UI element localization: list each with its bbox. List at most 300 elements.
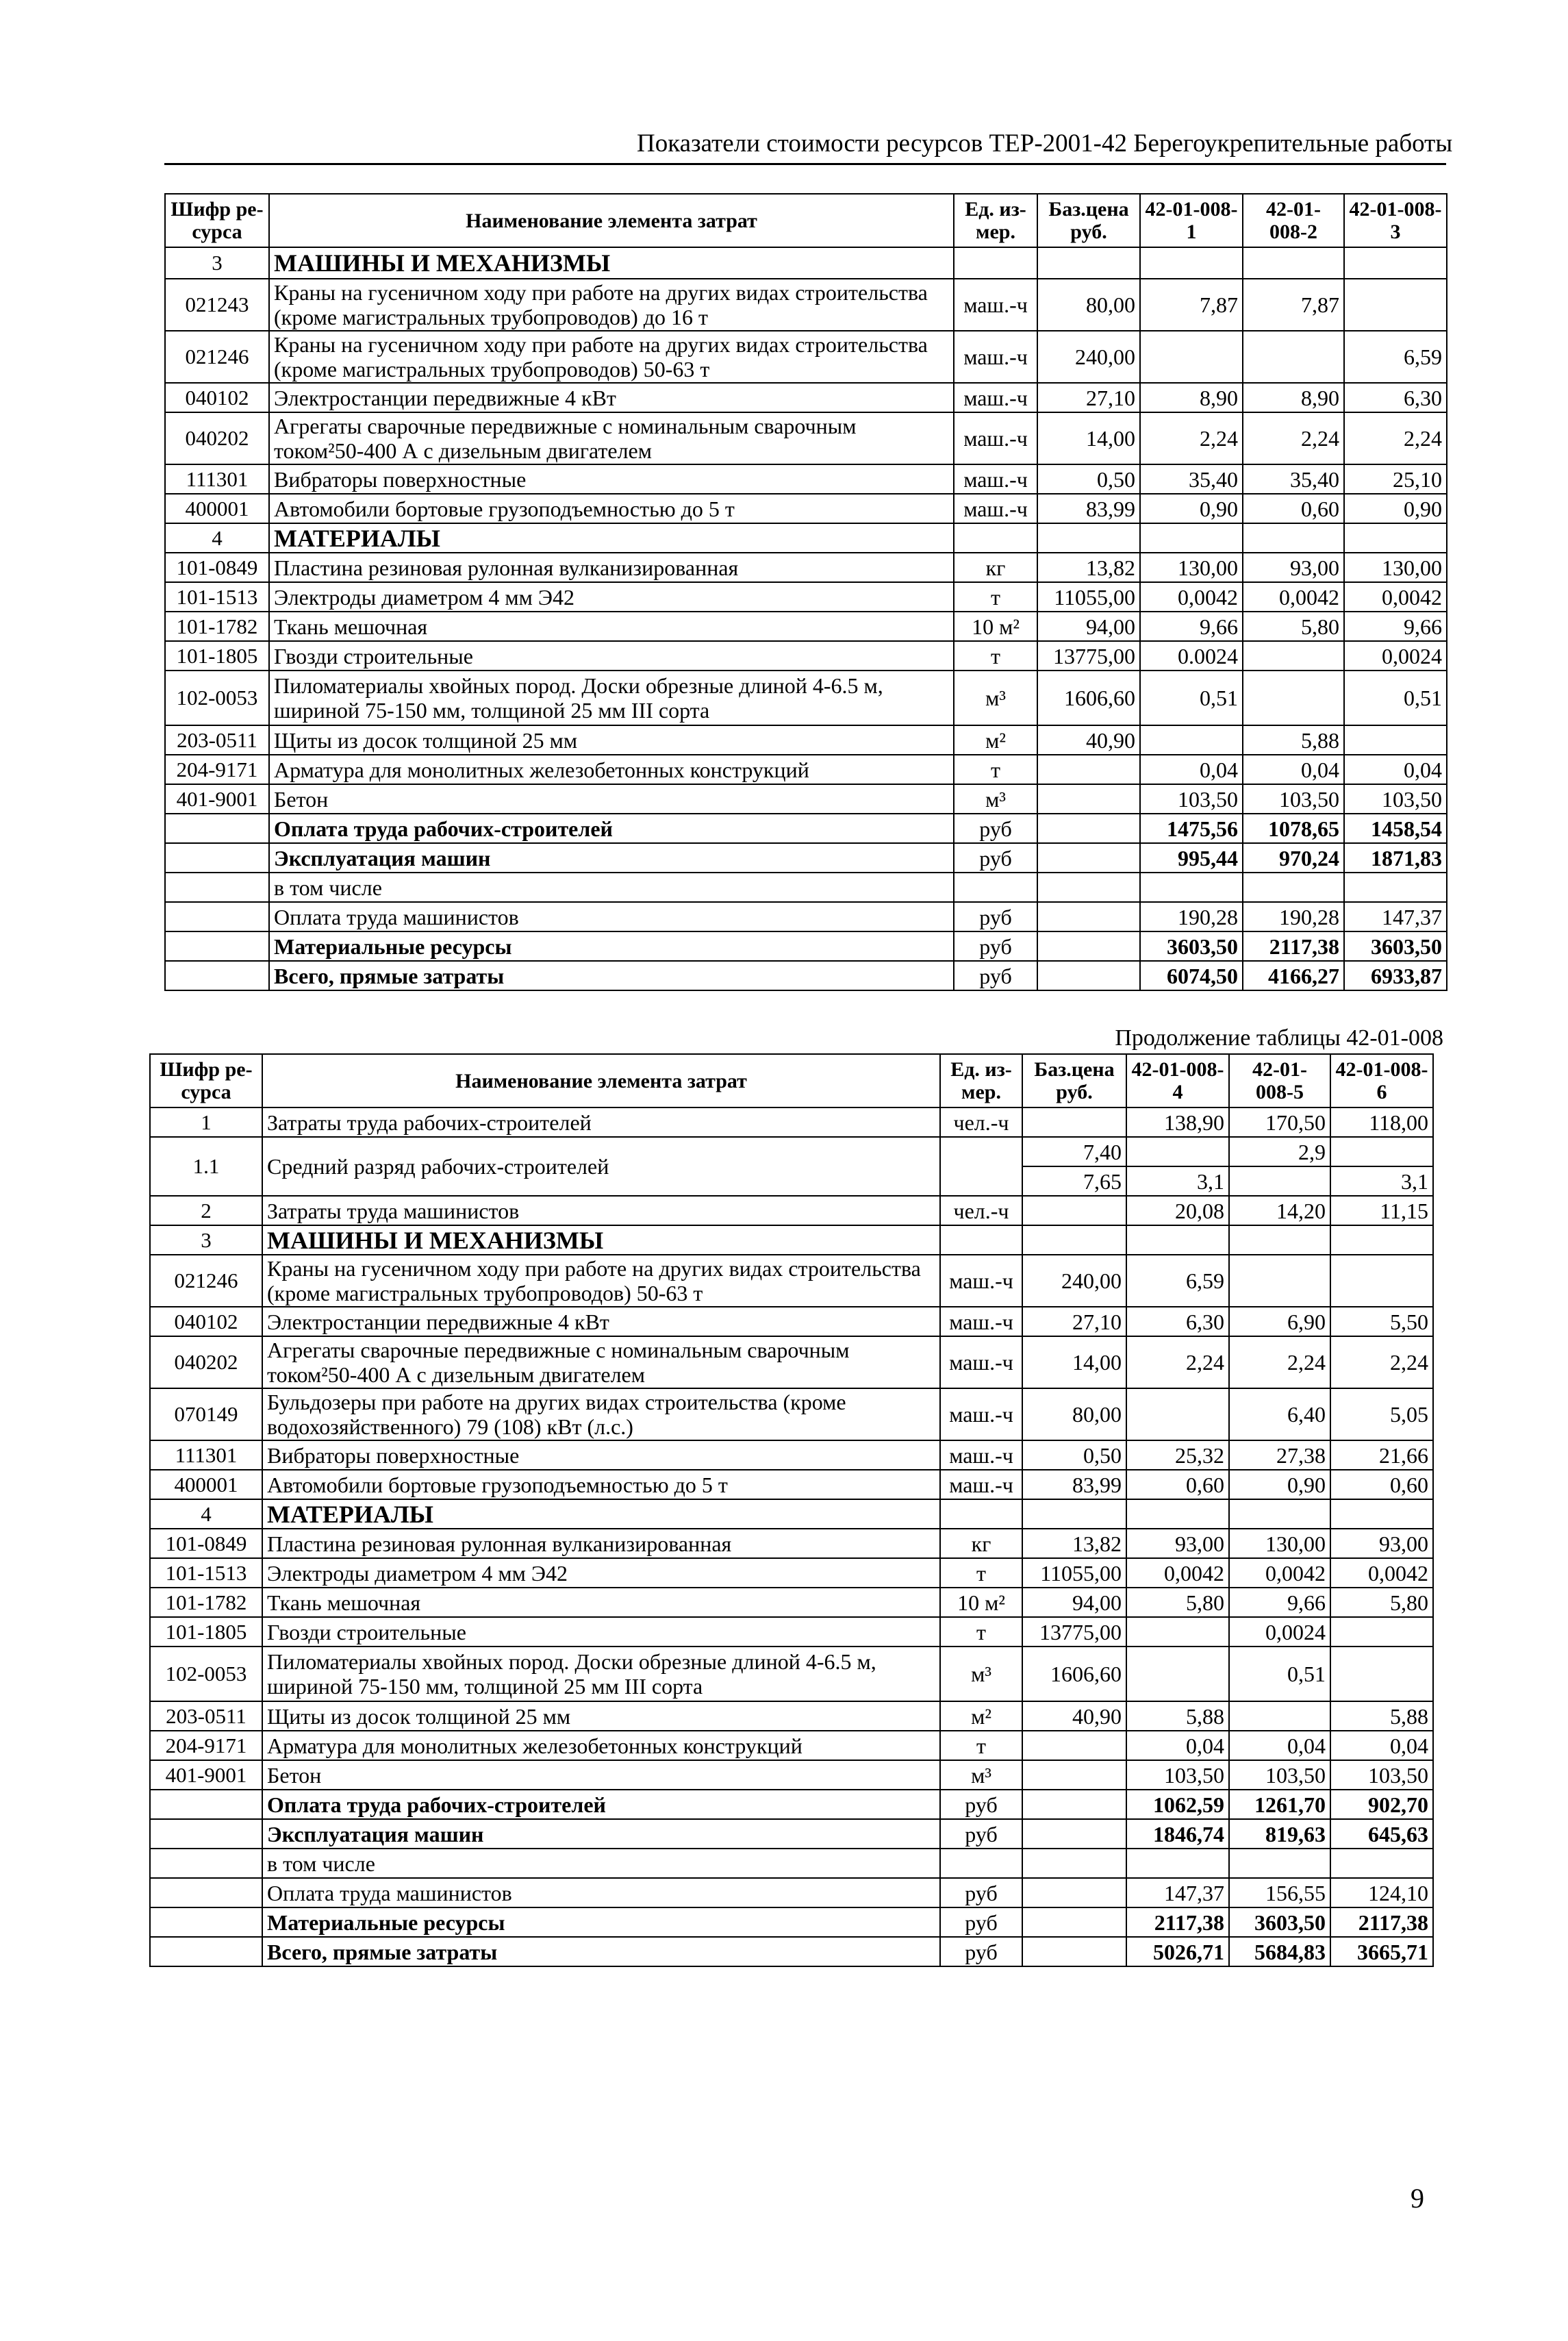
value-col-1: 0,04 [1126, 1731, 1229, 1760]
resource-unit: м³ [954, 784, 1037, 814]
resource-unit: 10 м² [954, 612, 1037, 641]
total-value-2: 156,55 [1229, 1878, 1330, 1907]
total-row [150, 1937, 1433, 1966]
total-value-2: 970,24 [1243, 843, 1344, 873]
base-price: 240,00 [1022, 1255, 1126, 1307]
total-value-3: 124,10 [1330, 1878, 1433, 1907]
value-col-2: 93,00 [1243, 553, 1344, 582]
resource-code: 1 [150, 1107, 262, 1137]
resource-name: Затраты труда машинистов [262, 1196, 940, 1225]
total-value-2: 1078,65 [1243, 814, 1344, 843]
value-col-3: 93,00 [1330, 1529, 1433, 1558]
base-price: 13775,00 [1022, 1617, 1126, 1647]
value-col-2 [1229, 1255, 1330, 1307]
empty-cell [1022, 1907, 1126, 1937]
value-col-2: 9,66 [1229, 1588, 1330, 1617]
base-price [1022, 1760, 1126, 1790]
total-label: Материальные ресурсы [269, 931, 954, 961]
total-value-1: 147,37 [1126, 1878, 1229, 1907]
value-col-3: 6,30 [1344, 383, 1447, 412]
base-price: 240,00 [1037, 331, 1140, 383]
empty-cell [165, 843, 269, 873]
resource-code: 2 [150, 1196, 262, 1225]
resource-name: Автомобили бортовые грузоподъемностью до 5 т [262, 1470, 940, 1499]
value-col-3: 5,05 [1330, 1388, 1433, 1440]
total-value-1: 3603,50 [1140, 931, 1243, 961]
total-label: Оплата труда машинистов [269, 902, 954, 931]
value-col-3: 21,66 [1330, 1440, 1433, 1470]
total-value-1: 190,28 [1140, 902, 1243, 931]
empty-cell [1022, 1499, 1126, 1529]
value-col-2: 0,51 [1229, 1647, 1330, 1701]
empty-cell [165, 814, 269, 843]
total-value-1: 995,44 [1140, 843, 1243, 873]
total-unit: руб [954, 843, 1037, 873]
empty-cell [1229, 1225, 1330, 1255]
resource-name: Гвозди строительные [269, 641, 954, 671]
total-value-2: 1261,70 [1229, 1790, 1330, 1819]
resource-unit: кг [940, 1529, 1022, 1558]
resource-cost-table-2 [149, 1053, 1434, 1967]
value-col-1: 0,90 [1140, 494, 1243, 523]
resource-name: Вибраторы поверхностные [262, 1440, 940, 1470]
value-col-2: 35,40 [1243, 464, 1344, 494]
value-col-2: 2,24 [1229, 1336, 1330, 1388]
total-value-1 [1126, 1849, 1229, 1878]
total-value-2: 819,63 [1229, 1819, 1330, 1849]
value-col-2: 103,50 [1243, 784, 1344, 814]
value-col-2 [1243, 641, 1344, 671]
total-label: в том числе [269, 873, 954, 902]
total-value-3 [1344, 873, 1447, 902]
total-label: Эксплуатация машин [262, 1819, 940, 1849]
resource-code: 204-9171 [165, 755, 269, 784]
total-row [165, 931, 1447, 961]
resource-name: Агрегаты сварочные передвижные с номинальным сварочным током²50-400 А с дизельным двигателем [262, 1336, 940, 1388]
value-col-3: 103,50 [1330, 1760, 1433, 1790]
empty-cell [150, 1849, 262, 1878]
empty-cell [1330, 1499, 1433, 1529]
value-col-2: 0,0042 [1229, 1558, 1330, 1588]
empty-cell [1037, 961, 1140, 990]
resource-name: Пластина резиновая рулонная вулканизированная [269, 553, 954, 582]
empty-cell [1022, 1878, 1126, 1907]
value-col-1: 0,60 [1126, 1470, 1229, 1499]
resource-name: Ткань мешочная [269, 612, 954, 641]
table-header-row [165, 194, 1447, 247]
section-row [150, 1225, 1433, 1255]
base-price: 27,10 [1037, 383, 1140, 412]
total-label: Материальные ресурсы [262, 1907, 940, 1937]
base-price: 14,00 [1037, 412, 1140, 464]
resource-unit: маш.-ч [940, 1307, 1022, 1336]
section-code: 4 [150, 1499, 262, 1529]
value-col-2: 103,50 [1229, 1760, 1330, 1790]
col-header-name: Наименование элемента затрат [262, 1054, 940, 1107]
empty-cell [1126, 1137, 1229, 1166]
total-value-3: 2117,38 [1330, 1907, 1433, 1937]
total-value-3: 147,37 [1344, 902, 1447, 931]
section-code: 3 [165, 247, 269, 279]
resource-row [150, 1760, 1433, 1790]
total-unit: руб [954, 961, 1037, 990]
empty-cell [1330, 1225, 1433, 1255]
empty-cell [1037, 902, 1140, 931]
total-value-3: 645,63 [1330, 1819, 1433, 1849]
total-value-1: 6074,50 [1140, 961, 1243, 990]
value-col-1: 6,30 [1126, 1307, 1229, 1336]
empty-cell [1022, 1107, 1126, 1137]
total-value-3 [1330, 1849, 1433, 1878]
section-row [150, 1499, 1433, 1529]
value-col-1: 7,87 [1140, 279, 1243, 331]
resource-name: Агрегаты сварочные передвижные с номинальным сварочным током²50-400 А с дизельным двигателем [269, 412, 954, 464]
machinist-labor-row [150, 1196, 1433, 1225]
resource-row [150, 1617, 1433, 1647]
total-row [150, 1790, 1433, 1819]
total-unit: руб [940, 1878, 1022, 1907]
resource-code: 101-1782 [150, 1588, 262, 1617]
total-value-2: 5684,83 [1229, 1937, 1330, 1966]
value-col-2: 0,04 [1243, 755, 1344, 784]
empty-cell [150, 1907, 262, 1937]
resource-unit: маш.-ч [940, 1470, 1022, 1499]
resource-code: 400001 [150, 1470, 262, 1499]
resource-code: 040102 [150, 1307, 262, 1336]
base-price [1037, 755, 1140, 784]
total-value-2: 2117,38 [1243, 931, 1344, 961]
resource-name: Краны на гусеничном ходу при работе на других видах строительства (кроме магистральных трубопроводов) 50-63 т [269, 331, 954, 383]
value-col-1 [1140, 331, 1243, 383]
value-col-3: 0,90 [1344, 494, 1447, 523]
base-price: 0,50 [1022, 1440, 1126, 1470]
value-col-3: 130,00 [1344, 553, 1447, 582]
resource-row [165, 755, 1447, 784]
resource-row [165, 383, 1447, 412]
value-col-3: 0,0042 [1330, 1558, 1433, 1588]
resource-code: 203-0511 [150, 1701, 262, 1731]
total-value-2 [1229, 1849, 1330, 1878]
total-label: Оплата труда рабочих-строителей [262, 1790, 940, 1819]
base-price: 11055,00 [1022, 1558, 1126, 1588]
base-price: 13,82 [1037, 553, 1140, 582]
empty-cell [1022, 1225, 1126, 1255]
resource-name: Электроды диаметром 4 мм Э42 [262, 1558, 940, 1588]
resource-unit: маш.-ч [940, 1336, 1022, 1388]
resource-row [165, 641, 1447, 671]
base-price: 7,40 [1022, 1137, 1126, 1166]
base-price: 83,99 [1037, 494, 1140, 523]
empty-cell [1330, 1137, 1433, 1166]
empty-cell [150, 1878, 262, 1907]
section-title: МАШИНЫ И МЕХАНИЗМЫ [262, 1225, 940, 1255]
value-col-1 [1126, 1388, 1229, 1440]
value-col-3: 0,04 [1330, 1731, 1433, 1760]
empty-cell [1344, 523, 1447, 553]
value-col-3 [1344, 725, 1447, 755]
value-col-3: 6,59 [1344, 331, 1447, 383]
empty-cell [1229, 1499, 1330, 1529]
value-col-3: 0,51 [1344, 671, 1447, 725]
total-value-2 [1243, 873, 1344, 902]
value-col-3: 5,88 [1330, 1701, 1433, 1731]
resource-unit: кг [954, 553, 1037, 582]
resource-row [150, 1307, 1433, 1336]
resource-code: 101-1782 [165, 612, 269, 641]
resource-name: Средний разряд рабочих-строителей [262, 1137, 940, 1196]
value-col-1: 35,40 [1140, 464, 1243, 494]
value-col-3: 0,60 [1330, 1470, 1433, 1499]
section-title: МАТЕРИАЛЫ [269, 523, 954, 553]
value-col-2: 27,38 [1229, 1440, 1330, 1470]
total-value-3: 3603,50 [1344, 931, 1447, 961]
empty-cell [1022, 1790, 1126, 1819]
resource-name: Ткань мешочная [262, 1588, 940, 1617]
value-col-2: 0,90 [1229, 1470, 1330, 1499]
value-col-2 [1243, 671, 1344, 725]
value-col-2 [1243, 331, 1344, 383]
resource-unit: чел.-ч [940, 1196, 1022, 1225]
resource-unit: т [940, 1731, 1022, 1760]
resource-row [150, 1558, 1433, 1588]
col-header-v1: 42-01-008-4 [1126, 1054, 1229, 1107]
resource-unit: т [940, 1558, 1022, 1588]
value-col-2: 2,24 [1243, 412, 1344, 464]
empty-cell [954, 523, 1037, 553]
resource-code: 102-0053 [150, 1647, 262, 1701]
section-row [165, 523, 1447, 553]
value-col-1: 2,24 [1126, 1336, 1229, 1388]
resource-code: 102-0053 [165, 671, 269, 725]
resource-unit: т [940, 1617, 1022, 1647]
base-price: 27,10 [1022, 1307, 1126, 1336]
base-price: 40,90 [1022, 1701, 1126, 1731]
value-col-3: 11,15 [1330, 1196, 1433, 1225]
resource-name: Электростанции передвижные 4 кВт [262, 1307, 940, 1336]
resource-row [165, 279, 1447, 331]
total-value-1: 2117,38 [1126, 1907, 1229, 1937]
resource-name: Бетон [269, 784, 954, 814]
value-col-1: 0,51 [1140, 671, 1243, 725]
resource-row [165, 412, 1447, 464]
total-row [150, 1907, 1433, 1937]
value-col-1: 25,32 [1126, 1440, 1229, 1470]
empty-cell [1344, 247, 1447, 279]
total-value-3: 3665,71 [1330, 1937, 1433, 1966]
value-col-1: 93,00 [1126, 1529, 1229, 1558]
value-col-2: 170,50 [1229, 1107, 1330, 1137]
resource-unit: м² [940, 1701, 1022, 1731]
resource-code: 401-9001 [150, 1760, 262, 1790]
resource-code: 021243 [165, 279, 269, 331]
resource-row [165, 725, 1447, 755]
base-price: 13775,00 [1037, 641, 1140, 671]
resource-name: Бетон [262, 1760, 940, 1790]
resource-row [165, 553, 1447, 582]
total-value-2: 4166,27 [1243, 961, 1344, 990]
resource-code: 101-0849 [165, 553, 269, 582]
section-row [165, 247, 1447, 279]
value-col-1: 0.0024 [1140, 641, 1243, 671]
value-col-1: 8,90 [1140, 383, 1243, 412]
base-price: 11055,00 [1037, 582, 1140, 612]
resource-name: Пиломатериалы хвойных пород. Доски обрезные длиной 4-6.5 м, шириной 75-150 мм, толщиной 25 мм III сорта [262, 1647, 940, 1701]
resource-row [165, 784, 1447, 814]
value-col-2 [1229, 1701, 1330, 1731]
value-col-3: 2,24 [1344, 412, 1447, 464]
section-title: МАТЕРИАЛЫ [262, 1499, 940, 1529]
section-title: МАШИНЫ И МЕХАНИЗМЫ [269, 247, 954, 279]
value-col-3: 0,0024 [1344, 641, 1447, 671]
empty-cell [1037, 873, 1140, 902]
value-col-1 [1126, 1647, 1229, 1701]
value-col-3: 2,24 [1330, 1336, 1433, 1388]
resource-unit: маш.-ч [954, 383, 1037, 412]
base-price: 80,00 [1022, 1388, 1126, 1440]
resource-row [150, 1647, 1433, 1701]
total-row [165, 902, 1447, 931]
value-col-1: 6,59 [1126, 1255, 1229, 1307]
empty-cell [165, 873, 269, 902]
resource-name: Пиломатериалы хвойных пород. Доски обрезные длиной 4-6.5 м, шириной 75-150 мм, толщиной 25 мм III сорта [269, 671, 954, 725]
value-col-1 [1140, 725, 1243, 755]
value-col-3: 3,1 [1330, 1166, 1433, 1196]
total-value-3: 6933,87 [1344, 961, 1447, 990]
value-col-2: 14,20 [1229, 1196, 1330, 1225]
empty-cell [1037, 247, 1140, 279]
header-rule [164, 163, 1446, 165]
total-label: Оплата труда машинистов [262, 1878, 940, 1907]
col-header-price: Баз.цена руб. [1037, 194, 1140, 247]
resource-name: Электростанции передвижные 4 кВт [269, 383, 954, 412]
resource-name: Гвозди строительные [262, 1617, 940, 1647]
resource-name: Щиты из досок толщиной 25 мм [269, 725, 954, 755]
empty-cell [1126, 1225, 1229, 1255]
resource-code: 101-1513 [165, 582, 269, 612]
resource-unit: м³ [940, 1760, 1022, 1790]
value-col-2: 6,90 [1229, 1307, 1330, 1336]
resource-row [165, 582, 1447, 612]
col-header-v1: 42-01-008-1 [1140, 194, 1243, 247]
resource-unit: маш.-ч [940, 1255, 1022, 1307]
resource-unit: маш.-ч [954, 412, 1037, 464]
resource-row [150, 1336, 1433, 1388]
empty-cell [1126, 1499, 1229, 1529]
table-continuation-note: Продолжение таблицы 42-01-008 [1115, 1025, 1443, 1051]
resource-code: 111301 [165, 464, 269, 494]
resource-code: 111301 [150, 1440, 262, 1470]
value-col-3: 25,10 [1344, 464, 1447, 494]
value-col-3 [1330, 1617, 1433, 1647]
resource-row [150, 1470, 1433, 1499]
empty-cell [1229, 1166, 1330, 1196]
total-row [165, 843, 1447, 873]
total-value-1: 1846,74 [1126, 1819, 1229, 1849]
total-unit: руб [954, 814, 1037, 843]
resource-code: 021246 [165, 331, 269, 383]
value-col-1: 103,50 [1140, 784, 1243, 814]
total-label: Всего, прямые затраты [262, 1937, 940, 1966]
total-value-1: 1062,59 [1126, 1790, 1229, 1819]
resource-unit: т [954, 641, 1037, 671]
total-value-2: 3603,50 [1229, 1907, 1330, 1937]
resource-name: Затраты труда рабочих-строителей [262, 1107, 940, 1137]
resource-code: 401-9001 [165, 784, 269, 814]
resource-name: Вибраторы поверхностные [269, 464, 954, 494]
resource-code: 1.1 [150, 1137, 262, 1196]
empty-cell [1243, 247, 1344, 279]
resource-name: Автомобили бортовые грузоподъемностью до 5 т [269, 494, 954, 523]
resource-unit: чел.-ч [940, 1107, 1022, 1137]
resource-code: 204-9171 [150, 1731, 262, 1760]
empty-cell [1022, 1849, 1126, 1878]
resource-name: Арматура для монолитных железобетонных конструкций [269, 755, 954, 784]
value-col-3: 103,50 [1344, 784, 1447, 814]
total-unit: руб [954, 931, 1037, 961]
value-col-1: 3,1 [1126, 1166, 1229, 1196]
total-value-1: 1475,56 [1140, 814, 1243, 843]
value-col-2: 8,90 [1243, 383, 1344, 412]
value-col-2: 130,00 [1229, 1529, 1330, 1558]
total-unit [954, 873, 1037, 902]
value-col-3 [1344, 279, 1447, 331]
total-row [165, 961, 1447, 990]
value-col-3: 5,80 [1330, 1588, 1433, 1617]
resource-unit: м² [954, 725, 1037, 755]
value-col-1 [1126, 1617, 1229, 1647]
value-col-2: 5,88 [1243, 725, 1344, 755]
value-col-3: 9,66 [1344, 612, 1447, 641]
col-header-v2: 42-01-008-5 [1229, 1054, 1330, 1107]
empty-cell [1037, 931, 1140, 961]
base-price: 80,00 [1037, 279, 1140, 331]
total-value-1: 5026,71 [1126, 1937, 1229, 1966]
grade-row [150, 1137, 1433, 1166]
value-col-1: 20,08 [1126, 1196, 1229, 1225]
resource-name: Бульдозеры при работе на других видах строительства (кроме водохозяйственного) 79 (108) кВт (л.с.) [262, 1388, 940, 1440]
total-row [150, 1819, 1433, 1849]
section-code: 3 [150, 1225, 262, 1255]
col-header-code: Шифр ре-сурса [150, 1054, 262, 1107]
resource-unit: маш.-ч [954, 279, 1037, 331]
empty-cell [940, 1137, 1022, 1196]
resource-code: 101-0849 [150, 1529, 262, 1558]
resource-row [165, 464, 1447, 494]
empty-cell [165, 902, 269, 931]
base-price: 0,50 [1037, 464, 1140, 494]
value-col-3: 0,0042 [1344, 582, 1447, 612]
value-col-1: 5,88 [1126, 1701, 1229, 1731]
value-col-1: 130,00 [1140, 553, 1243, 582]
resource-row [150, 1388, 1433, 1440]
base-price: 94,00 [1037, 612, 1140, 641]
value-col-2: 7,87 [1243, 279, 1344, 331]
value-col-2: 0,0042 [1243, 582, 1344, 612]
empty-cell [1022, 1819, 1126, 1849]
empty-cell [1022, 1937, 1126, 1966]
resource-row [150, 1701, 1433, 1731]
value-col-2: 2,9 [1229, 1137, 1330, 1166]
value-col-1: 103,50 [1126, 1760, 1229, 1790]
value-col-1: 0,0042 [1126, 1558, 1229, 1588]
total-row [165, 814, 1447, 843]
value-col-1: 2,24 [1140, 412, 1243, 464]
base-price: 94,00 [1022, 1588, 1126, 1617]
col-header-code: Шифр ре-сурса [165, 194, 269, 247]
total-unit: руб [940, 1790, 1022, 1819]
resource-code: 101-1513 [150, 1558, 262, 1588]
col-header-v3: 42-01-008-3 [1344, 194, 1447, 247]
